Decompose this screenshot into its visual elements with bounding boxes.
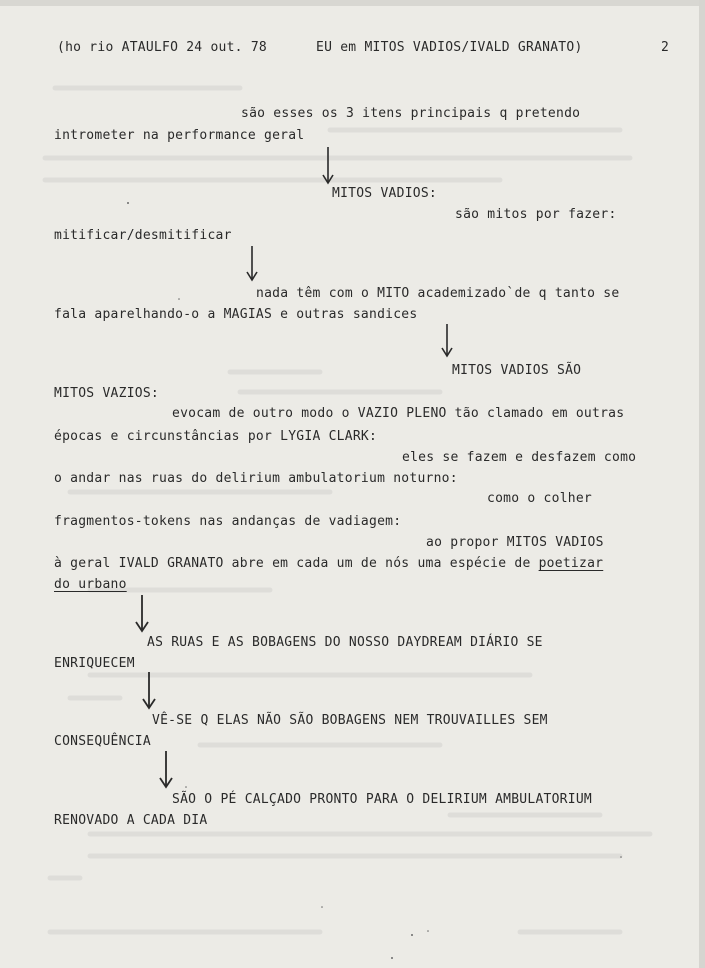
text-line: eles se fazem e desfazem como (402, 450, 637, 465)
text-line: épocas e circunstâncias por LYGIA CLARK: (54, 429, 378, 444)
text-line: mitificar/desmitificar (54, 228, 232, 243)
header-title: EU em MITOS VADIOS/IVALD GRANATO) (316, 40, 583, 55)
down-arrow-icon (440, 323, 454, 359)
text-line: VÊ-SE Q ELAS NÃO SÃO BOBAGENS NEM TROUVAILLES SEM (152, 713, 548, 728)
text-line: MITOS VADIOS SÃO (452, 363, 582, 378)
down-arrow-icon (245, 245, 259, 283)
text-line: fragmentos-tokens nas andanças de vadiagem: (54, 514, 402, 529)
text-line: o andar nas ruas do delirium ambulatorium noturno: (54, 471, 458, 486)
text-line: são mitos por fazer: (455, 207, 617, 222)
page-number: 2 (661, 40, 670, 55)
down-arrow-icon (158, 750, 174, 790)
underlined-phrase: do urbano (54, 577, 127, 592)
text-segment: à geral IVALD GRANATO abre em cada um de nós uma espécie de (54, 556, 539, 571)
text-line: CONSEQUÊNCIA (54, 734, 151, 749)
down-arrow-icon (321, 146, 335, 186)
down-arrow-icon (141, 671, 157, 711)
down-arrow-icon (134, 594, 150, 634)
text-line: intrometer na performance geral (54, 128, 305, 143)
text-line (54, 556, 603, 572)
text-line: ao propor MITOS VADIOS (426, 535, 604, 550)
underlined-phrase: poetizar (538, 556, 604, 571)
text-line: ENRIQUECEM (54, 656, 135, 671)
text-line: são esses os 3 itens principais q pretendo (241, 106, 581, 121)
text-line: evocam de outro modo o VAZIO PLENO tão clamado em outras (172, 406, 625, 421)
text-line: MITOS VADIOS: (332, 186, 437, 201)
text-line: RENOVADO A CADA DIA (54, 813, 208, 828)
text-line: SÃO O PÉ CALÇADO PRONTO PARA O DELIRIUM AMBULATORIUM (172, 792, 592, 807)
text-line: como o colher (487, 491, 592, 506)
text-line: MITOS VAZIOS: (54, 386, 159, 401)
header-date-place: (ho rio ATAULFO 24 out. 78 (57, 40, 267, 55)
text-line: fala aparelhando-o a MAGIAS e outras sandices (54, 307, 418, 322)
text-line: AS RUAS E AS BOBAGENS DO NOSSO DAYDREAM DIÁRIO SE (147, 635, 543, 650)
text-line: nada têm com o MITO academizado`de q tanto se (256, 286, 620, 301)
